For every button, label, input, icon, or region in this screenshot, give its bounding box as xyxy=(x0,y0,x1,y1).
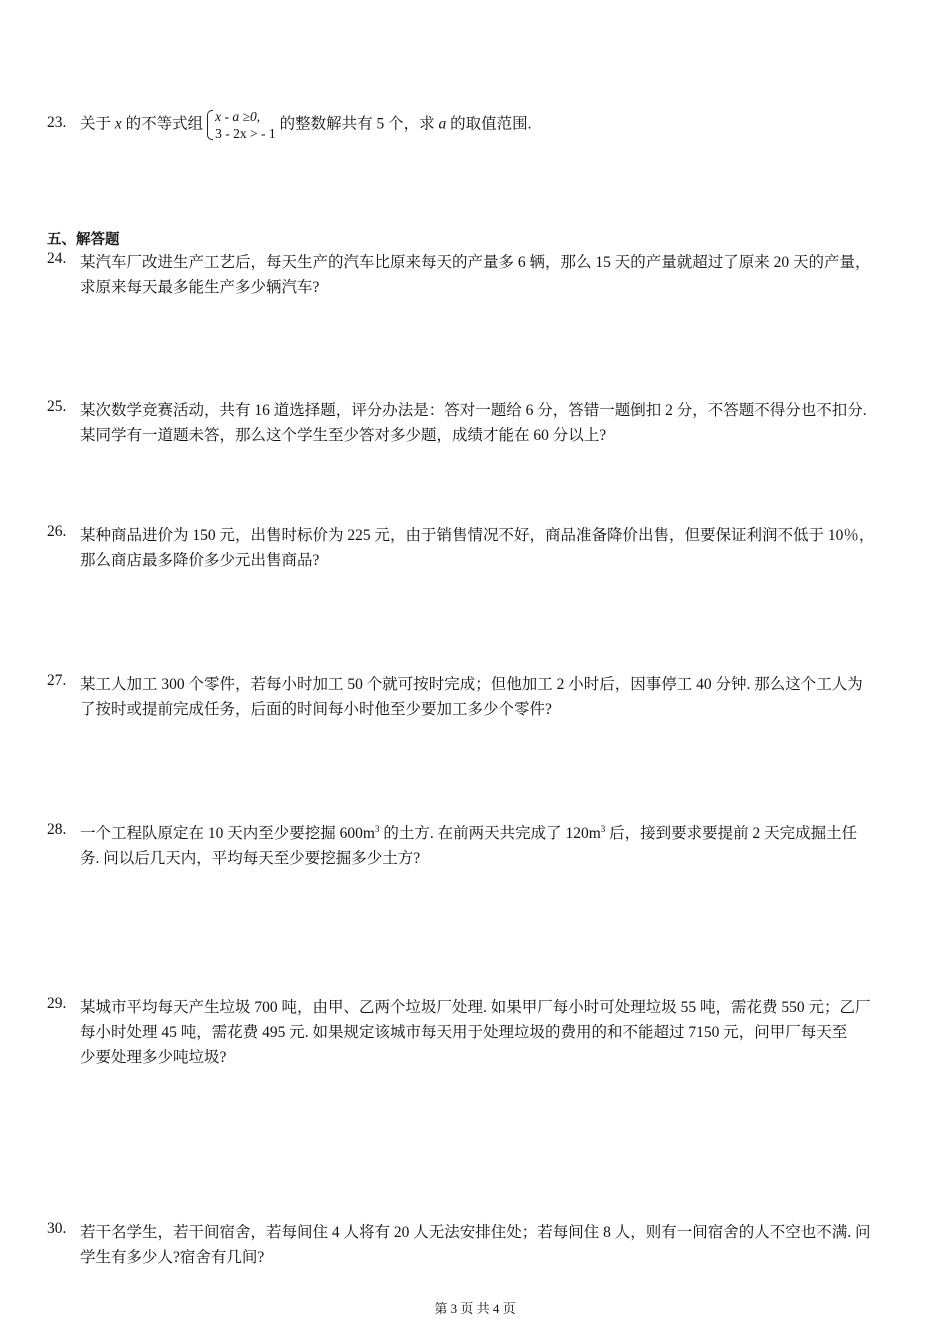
system-line-2: 3 - 2x > - 1 xyxy=(215,126,276,141)
question-line: 那么商店最多降价多少元出售商品? xyxy=(80,552,320,569)
question-text xyxy=(80,108,917,142)
question-line: 某工人加工 300 个零件，若每小时加工 50 个就可按时完成；但他加工 2 小时后，因事停工 40 分钟. 那么这个工人为 xyxy=(80,676,863,693)
question-line: 少要处理多少吨垃圾? xyxy=(80,1049,227,1066)
question-line: 某种商品进价为 150 元，出售时标价为 225 元，由于销售情况不好，商品准备降价出售，但要保证利润不低于 10％， xyxy=(80,527,875,544)
inequality-system xyxy=(207,108,275,142)
question-line xyxy=(80,821,917,846)
question-number: 29. xyxy=(47,995,67,1012)
question-28 xyxy=(47,821,917,871)
question-27 xyxy=(47,672,917,722)
question-number: 30. xyxy=(47,1220,67,1237)
text-segment: 的不等式组 xyxy=(121,115,204,133)
text-segment: 后，接到要求要提前 2 天完成掘土任 xyxy=(605,825,858,842)
page-footer: 第 3 页 共 4 页 xyxy=(434,1301,516,1316)
superscript: 3 xyxy=(374,823,380,834)
question-text xyxy=(80,995,917,1070)
question-line: 若干名学生，若干间宿舍，若每间住 4 人将有 20 人无法安排住处；若每间住 8 人，则有一间宿舍的人不空也不满. 问 xyxy=(80,1224,871,1241)
question-23 xyxy=(47,108,917,142)
question-line: 某同学有一道题未答，那么这个学生至少答对多少题，成绩才能在 60 分以上? xyxy=(80,427,607,444)
question-26 xyxy=(47,523,917,573)
question-29 xyxy=(47,995,917,1070)
question-number: 24. xyxy=(47,250,67,267)
text-segment: 的土方. 在前两天共完成了 120m xyxy=(379,825,601,842)
question-number: 27. xyxy=(47,672,67,689)
section-title: 五、解答题 xyxy=(47,232,120,248)
question-25 xyxy=(47,398,917,448)
question-line: 某城市平均每天产生垃圾 700 吨，由甲、乙两个垃圾厂处理. 如果甲厂每小时可处理垃圾 55 吨，需花费 550 元；乙厂 xyxy=(80,999,871,1016)
text-segment: 关于 xyxy=(80,115,115,133)
question-text xyxy=(80,1220,917,1270)
text-segment: 的整数解共有 5 个，求 xyxy=(279,115,439,133)
system-line-1: x - a ≥0, xyxy=(215,109,261,124)
left-brace xyxy=(207,110,213,140)
question-text xyxy=(80,523,917,573)
text-segment: 的取值范围. xyxy=(446,115,532,133)
question-line: 求原来每天最多能生产多少辆汽车? xyxy=(80,279,320,296)
variable-a: a xyxy=(438,115,447,133)
question-line: 每小时处理 45 吨，需花费 495 元. 如果规定该城市每天用于处理垃圾的费用的和不能超过 7150 元，问甲厂每天至 xyxy=(80,1024,848,1041)
question-line: 某汽车厂改进生产工艺后，每天生产的汽车比原来每天的产量多 6 辆，那么 15 天的产量就超过了原来 20 天的产量， xyxy=(80,254,871,271)
question-text xyxy=(80,821,917,871)
question-text xyxy=(80,398,917,448)
question-30 xyxy=(47,1220,917,1270)
question-number: 26. xyxy=(47,523,67,540)
question-line: 务. 问以后几天内，平均每天至少要挖掘多少土方? xyxy=(80,850,421,867)
question-number: 25. xyxy=(47,398,67,415)
question-text xyxy=(80,250,917,300)
text-segment: 一个工程队原定在 10 天内至少要挖掘 600m xyxy=(80,825,375,842)
question-text xyxy=(80,672,917,722)
question-24 xyxy=(47,250,917,300)
superscript: 3 xyxy=(600,823,606,834)
question-number: 23. xyxy=(47,114,67,131)
question-line: 了按时或提前完成任务，后面的时间每小时他至少要加工多少个零件? xyxy=(80,701,552,718)
question-line: 学生有多少人?宿舍有几间? xyxy=(80,1249,265,1266)
question-line: 某次数学竞赛活动，共有 16 道选择题，评分办法是：答对一题给 6 分，答错一题倒扣 2 分，不答题不得分也不扣分. xyxy=(80,402,867,419)
variable-x: x xyxy=(114,115,122,133)
question-number: 28. xyxy=(47,821,67,838)
